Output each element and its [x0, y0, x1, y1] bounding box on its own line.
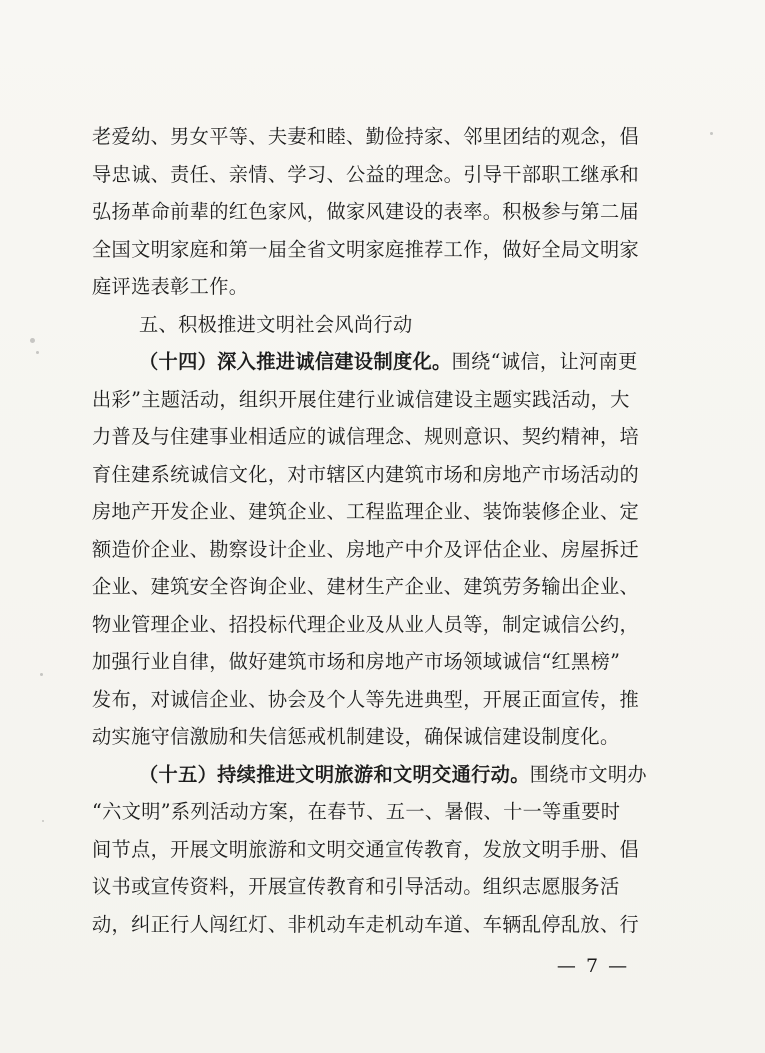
text-line: 额造价企业、勘察设计企业、房地产中介及评估企业、房屋拆迁	[92, 537, 640, 561]
text-line: 导忠诚、责任、亲情、学习、公益的理念。引导干部职工继承和	[92, 162, 640, 186]
text-line: 物业管理企业、招投标代理企业及从业人员等，制定诚信公约，	[92, 612, 640, 636]
text-line: 动，纠正行人闯红灯、非机动车走机动车道、车辆乱停乱放、行	[92, 912, 640, 936]
paragraph-14-heading: （十四）深入推进诚信建设制度化。	[139, 350, 452, 373]
scan-speck	[42, 820, 44, 822]
paragraph-14-lead: 围绕“诚信，让河南更	[451, 350, 638, 373]
text-line: 加强行业自律，做好建筑市场和房地产市场领域诚信“红黑榜”	[92, 650, 621, 673]
text-line: 房地产开发企业、建筑企业、工程监理企业、装饰装修企业、定	[92, 500, 640, 523]
text-line: 力普及与住建事业相适应的诚信理念、规则意识、契约精神，培	[92, 425, 640, 448]
scan-speck	[40, 673, 43, 676]
text-line: 间节点，开展文明旅游和文明交通宣传教育，发放文明手册、倡	[92, 837, 640, 861]
text-line: 动实施守信激励和失信惩戒机制建设，确保诚信建设制度化。	[92, 725, 620, 748]
text-line: 弘扬革命前辈的红色家风，做家风建设的表率。积极参与第二届	[92, 200, 640, 223]
text-line: 发布，对诚信企业、协会及个人等先进典型，开展正面宣传，推	[92, 687, 640, 711]
scan-speck	[36, 351, 39, 354]
section-heading: 五、积极推进文明社会风尚行动	[139, 312, 413, 336]
scan-speck	[30, 338, 35, 343]
paragraph-14-first-line	[92, 343, 684, 381]
paragraph-15-first-line	[92, 756, 684, 794]
text-line: 育住建系统诚信文化，对市辖区内建筑市场和房地产市场活动的	[92, 462, 640, 486]
text-line: “六文明”系列活动方案，在春节、五一、暑假、十一等重要时	[92, 800, 621, 823]
text-line: 全国文明家庭和第一届全省文明家庭推荐工作，做好全局文明家	[92, 237, 640, 261]
document-body	[92, 118, 684, 943]
page-number: — 7 —	[556, 955, 630, 977]
text-line: 老爱幼、男女平等、夫妻和睦、勤俭持家、邻里团结的观念，倡	[92, 125, 640, 148]
paragraph-15-lead: 围绕市文明办	[529, 762, 647, 786]
scan-speck	[710, 132, 713, 135]
text-line: 议书或宣传资料，开展宣传教育和引导活动。组织志愿服务活	[92, 875, 620, 898]
paragraph-15-heading: （十五）持续推进文明旅游和文明交通行动。	[139, 762, 530, 786]
text-line: 企业、建筑安全咨询企业、建材生产企业、建筑劳务输出企业、	[92, 575, 640, 598]
text-line: 出彩”主题活动，组织开展住建行业诚信建设主题实践活动，大	[92, 387, 630, 411]
text-line: 庭评选表彰工作。	[92, 275, 249, 298]
